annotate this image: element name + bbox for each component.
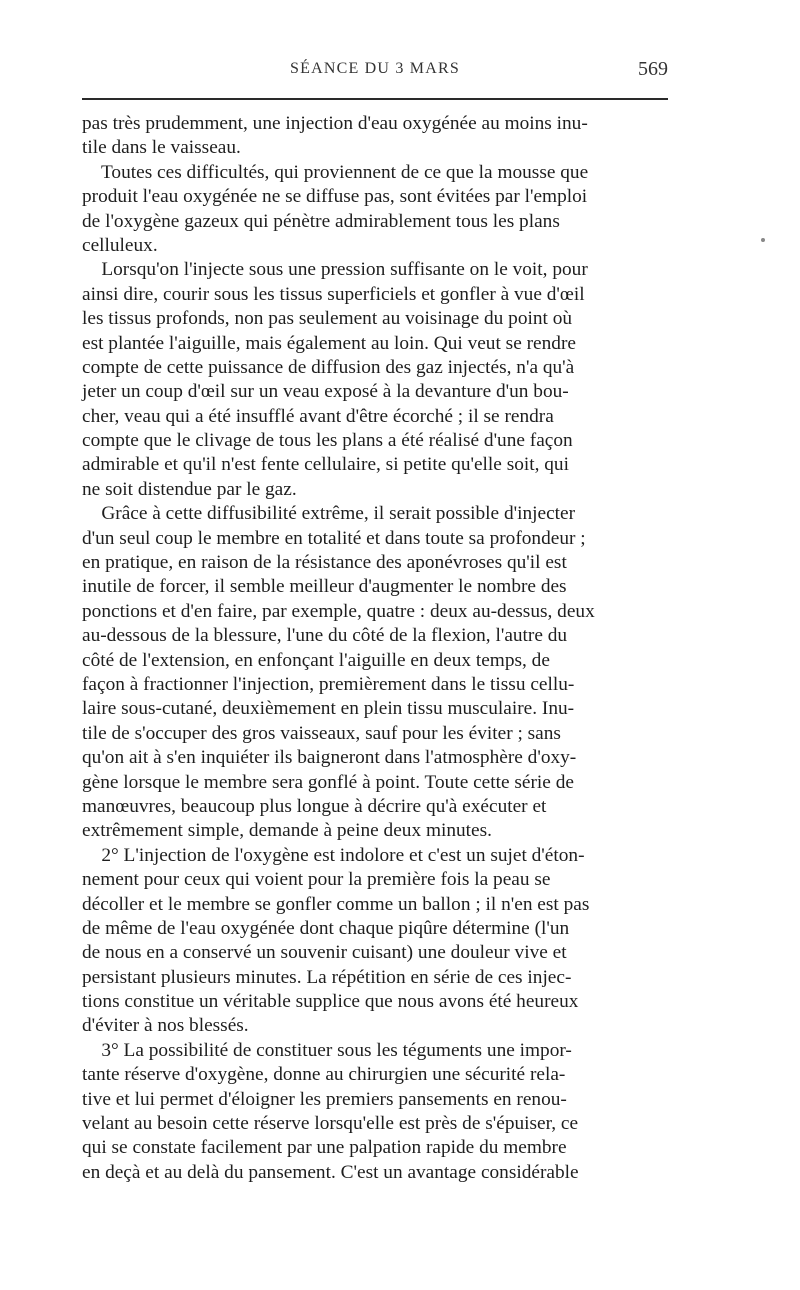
text-line: de l'oxygène gazeux qui pénètre admirablement tous les plans: [82, 210, 560, 232]
text-line: extrêmement simple, demande à peine deux minutes.: [82, 820, 492, 842]
text-line: compte que le clivage de tous les plans a été réalisé d'une façon: [82, 430, 573, 452]
text-line: tile de s'occuper des gros vaisseaux, sauf pour les éviter ; sans: [82, 722, 561, 744]
text-line: ne soit distendue par le gaz.: [82, 478, 297, 500]
header-rule: [82, 98, 668, 100]
text-line: décoller et le membre se gonfler comme un ballon ; il n'en est pas: [82, 893, 590, 915]
text-line: tante réserve d'oxygène, donne au chirurgien une sécurité rela-: [82, 1064, 566, 1086]
text-line: qui se constate facilement par une palpation rapide du membre: [82, 1137, 567, 1159]
text-line: admirable et qu'il n'est fente cellulaire, si petite qu'elle soit, qui: [82, 454, 569, 476]
text-line: ainsi dire, courir sous les tissus superficiels et gonfler à vue d'œil: [82, 283, 585, 305]
text-line: les tissus profonds, non pas seulement au voisinage du point où: [82, 308, 573, 330]
text-line: tile dans le vaisseau.: [82, 137, 241, 159]
page-number: 569: [638, 58, 668, 80]
text-line: celluleux.: [82, 234, 158, 256]
text-line: Toutes ces difficultés, qui proviennent de ce que la mousse que: [82, 161, 589, 183]
text-line: laire sous-cutané, deuxièmement en plein tissu musculaire. Inu-: [82, 698, 575, 720]
margin-speck: [761, 238, 765, 242]
text-line: au-dessous de la blessure, l'une du côté de la flexion, l'autre du: [82, 625, 568, 647]
text-line: côté de l'extension, en enfonçant l'aiguille en deux temps, de: [82, 649, 550, 671]
text-line: manœuvres, beaucoup plus longue à décrire qu'à exécuter et: [82, 795, 547, 817]
running-head: [82, 58, 668, 86]
text-line: en pratique, en raison de la résistance des aponévroses qu'il est: [82, 552, 567, 574]
text-line: pas très prudemment, une injection d'eau oxygénée au moins inu-: [82, 113, 588, 134]
text-line: est plantée l'aiguille, mais également au loin. Qui veut se rendre: [82, 332, 576, 354]
text-line: ponctions et d'en faire, par exemple, quatre : deux au-dessus, deux: [82, 600, 595, 622]
text-line: produit l'eau oxygénée ne se diffuse pas, sont évitées par l'emploi: [82, 186, 588, 208]
text-line: compte de cette puissance de diffusion des gaz injectés, n'a qu'à: [82, 356, 575, 378]
text-line: gène lorsque le membre sera gonflé à point. Toute cette série de: [82, 771, 574, 793]
text-line: persistant plusieurs minutes. La répétition en série de ces injec-: [82, 966, 572, 988]
text-line: de même de l'eau oxygénée dont chaque piqûre détermine (l'un: [82, 917, 570, 939]
running-title: SÉANCE DU 3 MARS: [290, 60, 460, 77]
text-line: tive et lui permet d'éloigner les premiers pansements en renou-: [82, 1088, 567, 1110]
text-line: cher, veau qui a été insufflé avant d'être écorché ; il se rendra: [82, 405, 554, 427]
text-line: d'éviter à nos blessés.: [82, 1015, 249, 1037]
text-line: Grâce à cette diffusibilité extrême, il serait possible d'injecter: [82, 503, 576, 525]
body-text: [82, 112, 672, 1185]
text-line: inutile de forcer, il semble meilleur d'augmenter le nombre des: [82, 576, 567, 598]
text-line: façon à fractionner l'injection, premièrement dans le tissu cellu-: [82, 673, 575, 695]
text-line: 2° L'injection de l'oxygène est indolore et c'est un sujet d'éton-: [82, 844, 585, 866]
text-line: Lorsqu'on l'injecte sous une pression suffisante on le voit, pour: [82, 259, 588, 281]
text-line: d'un seul coup le membre en totalité et dans toute sa profondeur ;: [82, 527, 586, 549]
text-line: nement pour ceux qui voient pour la première fois la peau se: [82, 869, 551, 891]
text-line: 3° La possibilité de constituer sous les téguments une impor-: [82, 1039, 572, 1061]
text-line: tions constitue un véritable supplice que nous avons été heureux: [82, 991, 579, 1013]
text-line: jeter un coup d'œil sur un veau exposé à la devanture d'un bou-: [82, 381, 569, 403]
text-line: velant au besoin cette réserve lorsqu'elle est près de s'épuiser, ce: [82, 1113, 579, 1135]
text-line: en deçà et au delà du pansement. C'est un avantage considérable: [82, 1161, 579, 1183]
text-line: de nous en a conservé un souvenir cuisant) une douleur vive et: [82, 942, 567, 964]
text-line: qu'on ait à s'en inquiéter ils baigneront dans l'atmosphère d'oxy-: [82, 747, 577, 769]
